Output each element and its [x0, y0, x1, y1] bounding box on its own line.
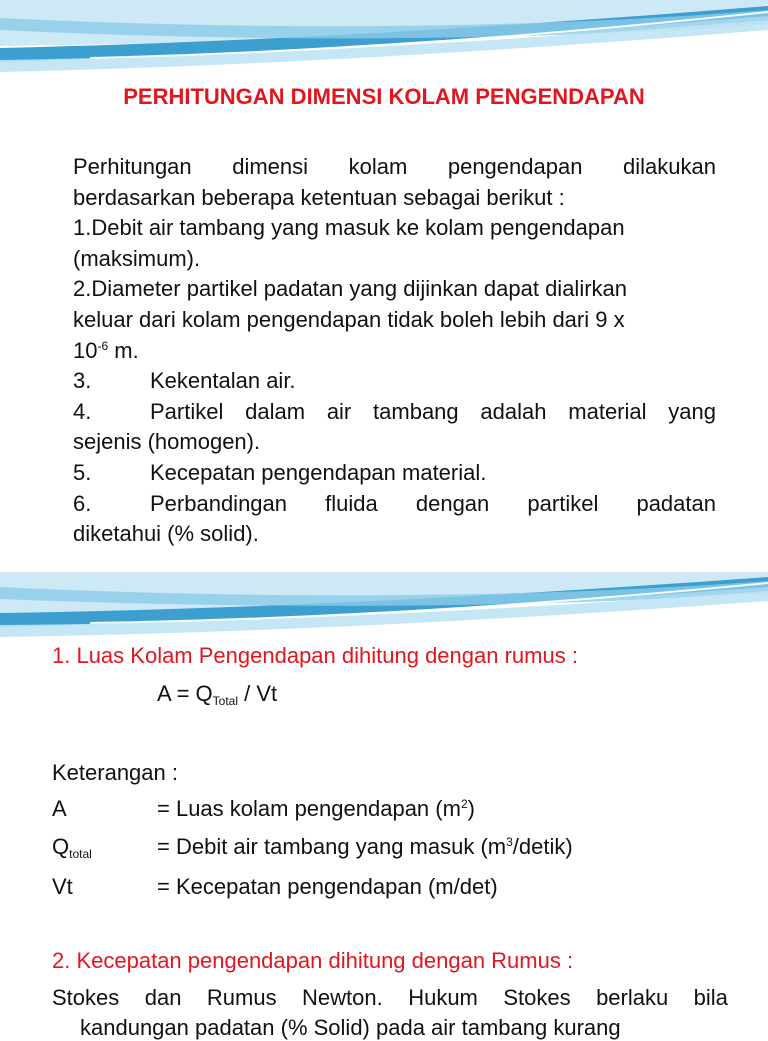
- word: Newton.: [302, 985, 383, 1010]
- word: material: [568, 398, 647, 424]
- word: berlaku: [596, 985, 669, 1010]
- item-4-line-2: sejenis (homogen).: [73, 429, 261, 455]
- item-5: 5. Kecepatan pengendapan material.: [73, 459, 487, 485]
- item-6-line-1: 6. Perbandingan fluida dengan partikel padatan: [73, 489, 716, 520]
- item-6-text: [150, 489, 716, 520]
- word: pengendapan: [447, 154, 583, 179]
- stokes-paragraph-line: [52, 985, 728, 1011]
- word: padatan: [636, 490, 716, 516]
- item-2-line-2: keluar dari kolam pengendapan tidak boleh lebih dari 9 x: [73, 306, 625, 332]
- formula-area: $A = Q_{Total} / Vt$: [157, 681, 278, 708]
- word: Rumus: [206, 985, 277, 1010]
- word: dalam: [245, 398, 306, 424]
- word: partikel: [527, 490, 599, 516]
- wave-header-decoration: [0, 0, 768, 80]
- heading-kecepatan-pengendapan: 2. Kecepatan pengendapan dihitung dengan Rumus :: [52, 948, 574, 973]
- word: fluida: [325, 490, 378, 516]
- intro-line-1: [73, 152, 716, 183]
- word: Stokes: [503, 985, 571, 1010]
- item-1-line-1: 1.Debit air tambang yang masuk ke kolam pengendapan: [73, 215, 625, 241]
- item-2-line-3: $10^{-6}$ m.: [73, 337, 139, 363]
- item-1-line-2: (maksimum).: [73, 245, 201, 271]
- word: bila: [693, 985, 728, 1010]
- item-3: 3. Kekentalan air.: [73, 368, 296, 394]
- item-2-line-1: 2.Diameter partikel padatan yang dijinkan dapat dialirkan: [73, 276, 628, 302]
- word: Perhitungan: [73, 154, 192, 179]
- slide-title: PERHITUNGAN DIMENSI KOLAM PENGENDAPAN: [123, 84, 645, 109]
- word: Hukum: [408, 985, 478, 1010]
- word: dan: [144, 985, 182, 1010]
- word: dilakukan: [623, 154, 716, 179]
- definition-q-total: $Q_{total}$ = Debit air tambang yang masuk $(m^3/detik)$: [52, 834, 573, 861]
- definition-vt: Vt = Kecepatan pengendapan (m/det): [52, 874, 498, 899]
- intro-line-2: berdasarkan beberapa ketentuan sebagai berikut :: [73, 184, 565, 210]
- item-6-line-2: diketahui (% solid).: [73, 521, 259, 547]
- word: Partikel: [150, 398, 224, 424]
- keterangan-title: Keterangan :: [52, 760, 178, 785]
- item-4-text: [150, 397, 716, 428]
- stokes-paragraph-cut-line: kandungan padatan (% Solid) pada air tambang kurang: [80, 1015, 621, 1040]
- word: tambang: [373, 398, 459, 424]
- requirements-list: [73, 152, 716, 550]
- wave-header-decoration: [0, 573, 768, 645]
- word: adalah: [480, 398, 547, 424]
- word: kolam: [348, 154, 408, 179]
- word: Perbandingan: [150, 490, 288, 516]
- word: air: [326, 398, 352, 424]
- slide-2: [0, 572, 768, 1040]
- word: Stokes: [52, 985, 120, 1010]
- exponent: -6: [97, 338, 109, 353]
- word: dimensi: [232, 154, 309, 179]
- item-4-line-1: 4. Partikel dalam air tambang adalah material yang: [73, 397, 716, 428]
- word: dengan: [415, 490, 490, 516]
- definition-a: A = Luas kolam pengendapan $(m^2)$: [52, 796, 475, 821]
- heading-luas-kolam: 1. Luas Kolam Pengendapan dihitung dengan rumus :: [52, 643, 578, 668]
- word: yang: [668, 398, 716, 424]
